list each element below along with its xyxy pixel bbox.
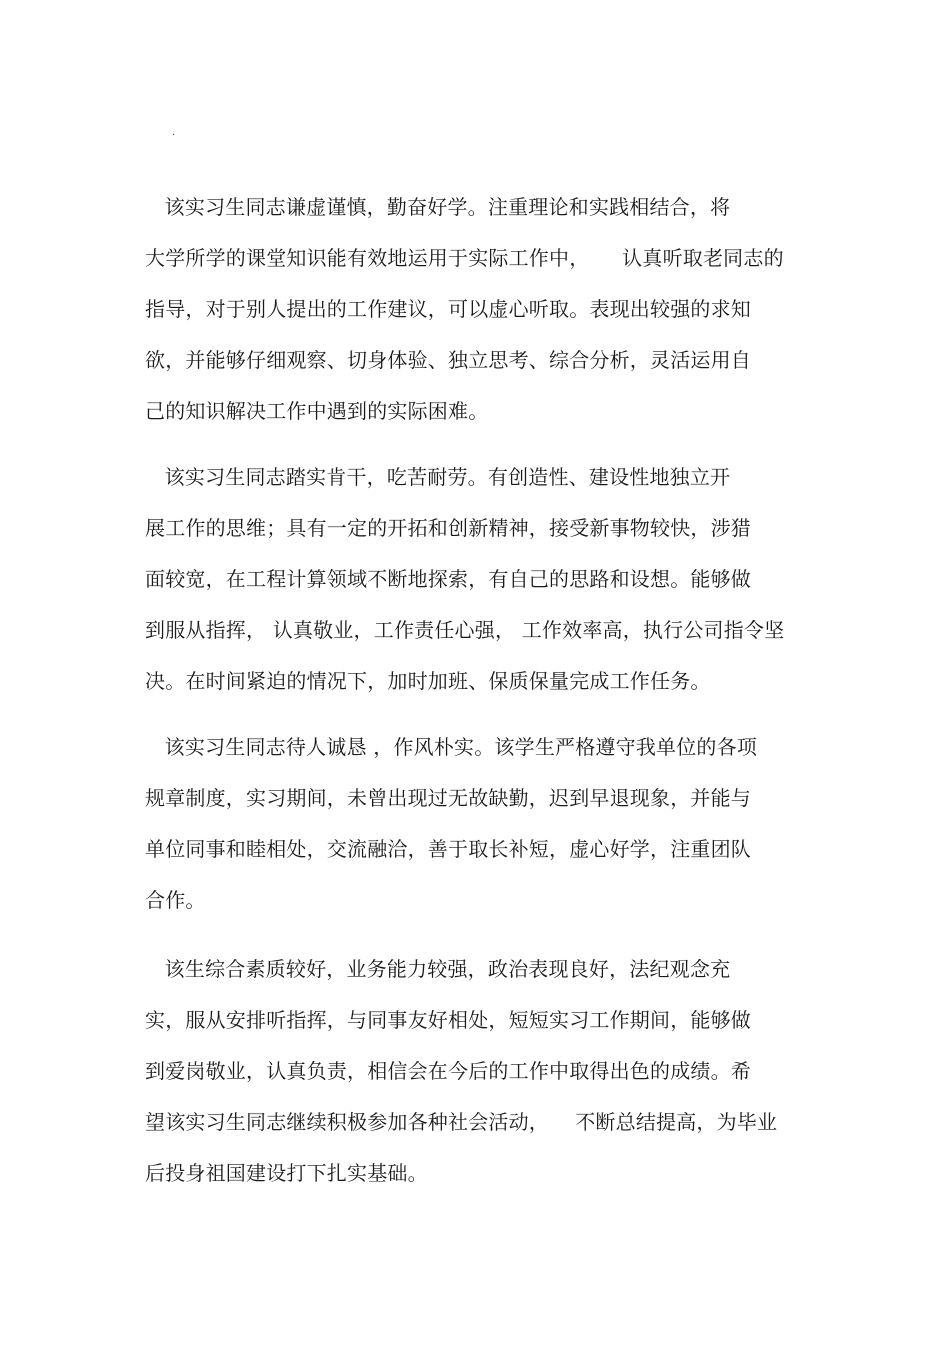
paragraph-3 xyxy=(145,722,825,926)
paragraph-line: 大学所学的课堂知识能有效地运用于实际工作中， 认真听取老同志的 xyxy=(145,246,784,270)
corner-mark: . xyxy=(172,127,176,138)
paragraph-line: 该实习生同志待人诚恳 ，作风朴实。该学生严格遵守我单位的各项 xyxy=(145,735,758,759)
paragraph-line: 该实习生同志踏实肯干，吃苦耐劳。有创造性、建设性地独立开 xyxy=(145,465,731,489)
paragraph-line: 展工作的思维；具有一定的开拓和创新精神，接受新事物较快，涉猎 xyxy=(145,516,751,540)
paragraph-line: 面较宽，在工程计算领域不断地探索，有自己的思路和设想。能够做 xyxy=(145,567,751,591)
paragraph-line: 该生综合素质较好，业务能力较强，政治表现良好，法纪观念充 xyxy=(145,957,731,981)
paragraph-line: 规章制度，实习期间，未曾出现过无故缺勤，迟到早退现象，并能与 xyxy=(145,786,751,810)
paragraph-line: 欲，并能够仔细观察、切身体验、独立思考、综合分析，灵活运用自 xyxy=(145,348,751,372)
paragraph-line: 指导，对于别人提出的工作建议，可以虚心听取。表现出较强的求知 xyxy=(145,297,751,321)
paragraph-line: 后投身祖国建设打下扎实基础。 xyxy=(145,1161,428,1185)
paragraph-1 xyxy=(145,182,825,437)
paragraph-line: 望该实习生同志继续积极参加各种社会活动， 不断总结提高，为毕业 xyxy=(145,1110,778,1134)
paragraph-line: 己的知识解决工作中遇到的实际困难。 xyxy=(145,399,489,423)
paragraph-line: 决。在时间紧迫的情况下，加时加班、保质保量完成工作任务。 xyxy=(145,669,711,693)
paragraph-line: 到服从指挥， 认真敬业，工作责任心强， 工作效率高，执行公司指令坚 xyxy=(145,618,785,642)
paragraph-2 xyxy=(145,452,825,707)
paragraph-line: 到爱岗敬业，认真负责，相信会在今后的工作中取得出色的成绩。希 xyxy=(145,1059,751,1083)
paragraph-line: 该实习生同志谦虚谨慎，勤奋好学。注重理论和实践相结合，将 xyxy=(145,195,731,219)
paragraph-4 xyxy=(145,944,825,1199)
paragraph-line: 单位同事和睦相处，交流融洽，善于取长补短，虚心好学，注重团队 xyxy=(145,837,751,861)
paragraph-line: 实，服从安排听指挥，与同事友好相处，短短实习工作期间，能够做 xyxy=(145,1008,751,1032)
paragraph-line: 合作。 xyxy=(145,888,206,912)
